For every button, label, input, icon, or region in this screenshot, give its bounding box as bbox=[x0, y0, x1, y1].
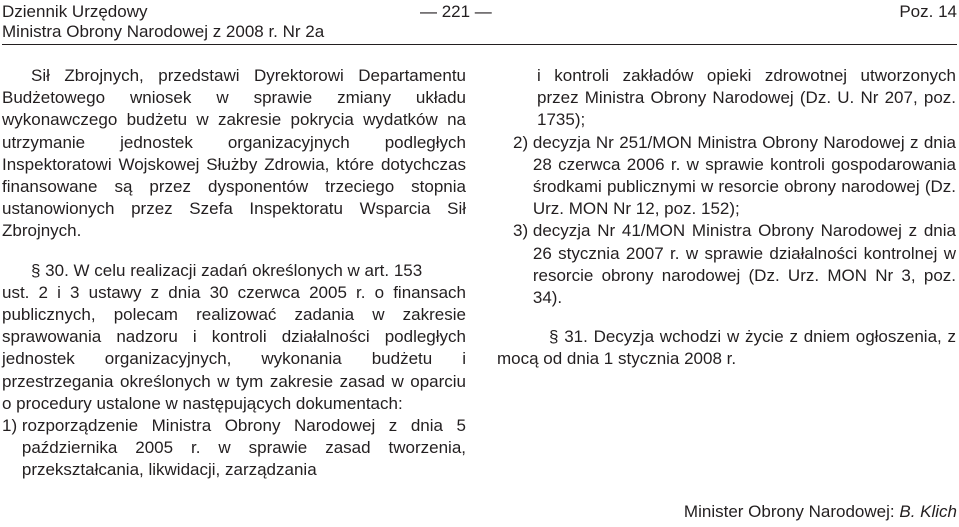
list-item-3-number: 3) bbox=[513, 221, 529, 241]
list-item-1 bbox=[2, 415, 466, 482]
section-31: § 31. Decyzja wchodzi w życie z dniem ogłoszenia, z mocą od dnia 1 stycznia 2008 r. bbox=[497, 327, 956, 369]
intro-paragraph: Sił Zbrojnych, przedstawi Dyrektorowi Departamentu Budżetowego wniosek w sprawie zmiany układu wykonawczego budżetu w zakresie pokrycia wydatków na utrzymanie jednostek organizacyjnych podległych Inspektoratowi Wojskowej Służby Zdrowia, które dotychczas finansowane są przez dysponentów trzeciego stopnia ustanowionych przez Szefa Inspektoratu Wsparcia Sił Zbrojnych. bbox=[2, 66, 466, 241]
position-number: Poz. 14 bbox=[899, 2, 957, 21]
list-item-1-text: rozporządzenie Ministra Obrony Narodowej z dnia 5 października 2005 r. w sprawie zasad tworzenia, przekształcania, likwidacji, zarządzania bbox=[21, 416, 466, 480]
list-item-2-number: 2) bbox=[513, 132, 529, 152]
list-item-1-continuation: i kontroli zakładów opieki zdrowotnej utworzonych przez Ministra Obrony Narodowej (Dz. U. Nr 207, poz. 1735); bbox=[537, 66, 956, 130]
header-rule bbox=[2, 44, 957, 45]
list-item-2 bbox=[497, 132, 956, 221]
list-item-3-text: decyzja Nr 41/MON Ministra Obrony Narodowej z dnia 26 stycznia 2007 r. w sprawie działalności kontrolnej w resorcie obrony narodowej (Dz. Urz. MON Nr 3, poz. 34). bbox=[532, 221, 956, 308]
page-number: — 221 — bbox=[420, 2, 492, 21]
signature-name: B. Klich bbox=[899, 502, 957, 521]
section-30-body: ust. 2 i 3 ustawy z dnia 30 czerwca 2005 r. o finansach publicznych, polecam realizować zadania w zakresie sprawowania nadzoru i kontroli działalności podległych jednostek organizacyjnych, wykonania budżetu i przestrzegania określonych w tym zakresie zasad w oparciu o procedury ustalone w następujących dokumentach: bbox=[2, 282, 466, 413]
signature-title: Minister Obrony Narodowej: bbox=[683, 502, 895, 521]
section-30-lead: § 30. W celu realizacji zadań określonych w art. 153 bbox=[31, 260, 423, 280]
right-column bbox=[497, 65, 956, 371]
ministry-line: Ministra Obrony Narodowej z 2008 r. Nr 2a bbox=[2, 22, 325, 41]
list-item-2-text: decyzja Nr 251/MON Ministra Obrony Narodowej z dnia 28 czerwca 2006 r. w sprawie kontroli gospodarowania środkami publicznymi w resorcie obrony narodowej (Dz. Urz. MON Nr 12, poz. 152); bbox=[532, 132, 956, 219]
signature bbox=[684, 502, 957, 522]
left-column bbox=[2, 65, 466, 482]
journal-title: Dziennik Urzędowy bbox=[2, 2, 148, 21]
list-item-3 bbox=[497, 220, 956, 309]
list-item-1-number: 1) bbox=[2, 416, 18, 436]
